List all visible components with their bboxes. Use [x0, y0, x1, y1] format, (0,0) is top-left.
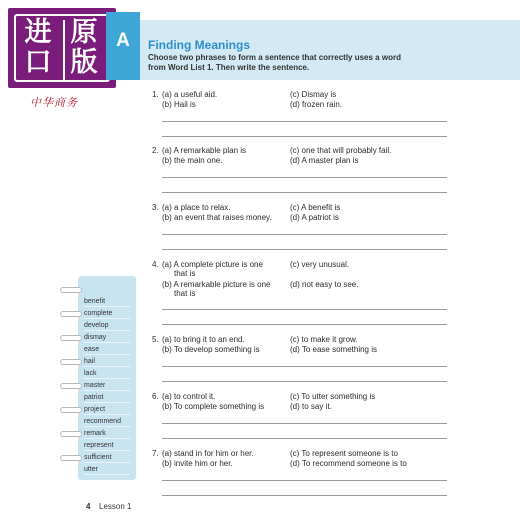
answer-line[interactable] [162, 177, 447, 178]
option-b: (b) invite him or her. [162, 459, 233, 468]
binder-ring-icon [60, 359, 82, 365]
option-b: (b) To complete something is [162, 402, 265, 411]
binder-ring-icon [60, 455, 82, 461]
binder-ring-icon [60, 431, 82, 437]
question-number: 2. [152, 146, 159, 155]
option-a: (a) a useful aid. [162, 90, 218, 99]
answer-line[interactable] [162, 495, 447, 496]
option-d: (d) A master plan is [290, 156, 359, 165]
word-list-item: recommend [84, 416, 130, 427]
badge-char: 口 [24, 47, 52, 78]
word-list-item: develop [84, 320, 130, 331]
lesson-label: Lesson 1 [99, 502, 132, 511]
page-number: 4 [86, 502, 91, 511]
option-c: (c) to make it grow. [290, 335, 358, 344]
word-list-item: complete [84, 308, 130, 319]
badge-char: 原 [70, 17, 98, 48]
answer-line[interactable] [162, 381, 447, 382]
question-number: 7. [152, 449, 159, 458]
question-number: 6. [152, 392, 159, 401]
option-c: (c) To represent someone is to [290, 449, 398, 458]
option-d: (d) To ease something is [290, 345, 378, 354]
option-b: (b) the main one. [162, 156, 223, 165]
answer-line[interactable] [162, 324, 447, 325]
option-a: (a) A complete picture is one [162, 260, 263, 269]
binder-ring-icon [60, 311, 82, 317]
section-instructions: Choose two phrases to form a sentence that correctly uses a word from Word List 1. Then write the sentence. [148, 53, 401, 72]
binder-ring-icon [60, 407, 82, 413]
badge-char: 进 [24, 17, 52, 48]
answer-line[interactable] [162, 234, 447, 235]
option-c: (c) A benefit is [290, 203, 341, 212]
word-list-item: sufficient [84, 452, 130, 463]
binder-ring-icon [60, 383, 82, 389]
section-letter: A [116, 30, 130, 51]
answer-line[interactable] [162, 438, 447, 439]
publisher-logo-text: 中华商务 [30, 96, 78, 109]
question-number: 3. [152, 203, 159, 212]
question-number: 5. [152, 335, 159, 344]
word-list-item: dismay [84, 332, 130, 343]
option-a: (a) a place to relax. [162, 203, 231, 212]
option-b-continued: that is [174, 289, 196, 298]
option-b: (b) an event that raises money. [162, 213, 272, 222]
answer-line[interactable] [162, 192, 447, 193]
answer-line[interactable] [162, 249, 447, 250]
option-c: (c) one that will probably fail. [290, 146, 392, 155]
question-number: 1. [152, 90, 159, 99]
word-list-item: lack [84, 368, 130, 379]
option-c: (c) very unusual. [290, 260, 350, 269]
option-c: (c) Dismay is [290, 90, 337, 99]
option-d: (d) A patriot is [290, 213, 339, 222]
option-a: (a) A remarkable plan is [162, 146, 247, 155]
word-list-item: project [84, 404, 130, 415]
answer-line[interactable] [162, 121, 447, 122]
option-d: (d) to say it. [290, 402, 332, 411]
word-list-item: remark [84, 428, 130, 439]
option-b: (b) To develop something is [162, 345, 260, 354]
binder-ring-icon [60, 335, 82, 341]
option-a: (a) to control it. [162, 392, 216, 401]
badge-char: 版 [70, 47, 98, 78]
word-list-item: ease [84, 344, 130, 355]
binder-ring-icon [60, 287, 82, 293]
option-d: (d) frozen rain. [290, 100, 343, 109]
option-b: (b) Hail is [162, 100, 196, 109]
answer-line[interactable] [162, 309, 447, 310]
word-list-item: benefit [84, 296, 130, 307]
option-d: (d) not easy to see. [290, 280, 359, 289]
option-a: (a) stand in for him or her. [162, 449, 254, 458]
section-title: Finding Meanings [148, 38, 250, 52]
word-list-item: patriot [84, 392, 130, 403]
option-d: (d) To recommend someone is to [290, 459, 407, 468]
question-number: 4. [152, 260, 159, 269]
answer-line[interactable] [162, 423, 447, 424]
option-a: (a) to bring it to an end. [162, 335, 245, 344]
word-list-item: utter [84, 464, 130, 475]
option-c: (c) To utter something is [290, 392, 376, 401]
word-list-item: represent [84, 440, 130, 451]
answer-line[interactable] [162, 136, 447, 137]
word-list-item: hail [84, 356, 130, 367]
word-list-item: master [84, 380, 130, 391]
answer-line[interactable] [162, 366, 447, 367]
option-a-continued: that is [174, 269, 196, 278]
import-edition-badge [8, 8, 116, 88]
option-b: (b) A remarkable picture is one [162, 280, 271, 289]
answer-line[interactable] [162, 480, 447, 481]
